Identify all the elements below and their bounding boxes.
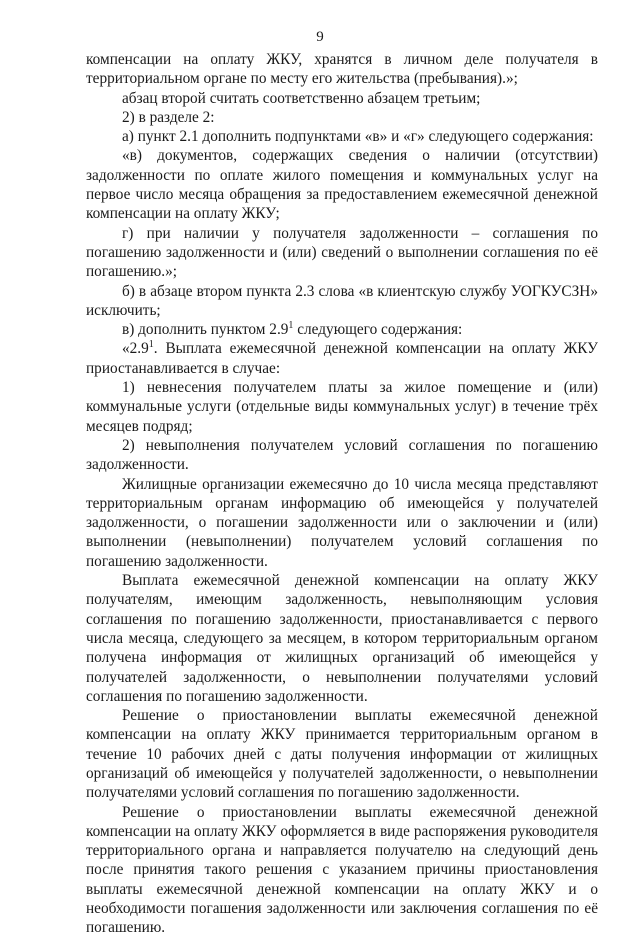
paragraph-text: «2.9 — [122, 340, 149, 358]
superscript: 1 — [148, 339, 154, 351]
paragraph-text: в) дополнить пунктом 2.9 — [122, 321, 289, 339]
paragraph: «в) документов, содержащих сведения о наличии (отсутствии) задолженности по оплате жилого помещения и коммунальных услуг на первое число месяца обращения за предоставлением ежемесячной денежной компенсации на оплату ЖКУ; — [86, 147, 598, 223]
paragraph — [86, 339, 598, 378]
paragraph: 2) невыполнения получателем условий соглашения по погашению задолженности. — [86, 436, 598, 474]
document-body — [86, 50, 598, 938]
paragraph: б) в абзаце втором пункта 2.3 слова «в клиентскую службу УОГКУСЗН» исключить; — [86, 282, 598, 319]
page-number: 9 — [316, 29, 324, 45]
paragraph: 2) в разделе 2: — [122, 108, 215, 126]
paragraph-text: следующего содержания: — [293, 321, 463, 339]
paragraph: г) при наличии у получателя задолженности – соглашения по погашению задолженности и (или) сведений о выполнении соглашения по её погашению.»; — [86, 224, 598, 281]
paragraph: 1) невнесения получателем платы за жилое помещение и (или) коммунальные услуги (отдельные виды коммунальных услуг) в течение трёх месяцев подряд; — [86, 379, 598, 435]
paragraph: Решение о приостановлении выплаты ежемесячной денежной компенсации на оплату ЖКУ принимается территориальным органом в течение 10 рабочих дней с даты получения информации от жилищных организаций об имеющейся у получателей задолженности, о невыполнении получателями условий соглашения по погашению задолженности. — [86, 707, 598, 802]
paragraph: Жилищные организации ежемесячно до 10 числа месяца представляют территориальным органам информацию об имеющейся у получателей задолженности, о погашении задолженности или о заключении и (или) выполнении (невыполнении) получателем условий соглашения по погашению задолженности. — [86, 475, 598, 570]
paragraph-text: . Выплата ежемесячной денежной компенсации на оплату ЖКУ приостанавливается в случае: — [86, 340, 598, 377]
paragraph: а) пункт 2.1 дополнить подпунктами «в» и «г» следующего содержания: — [122, 128, 594, 146]
paragraph: Выплата ежемесячной денежной компенсации на оплату ЖКУ получателям, имеющим задолженность, невыполняющим условия соглашения по погашению задолженности, приостанавливается с первого числа месяца, следующего за месяцем, в котором территориальным органом получена информация от жилищных организаций об имеющейся у получателей задолженности, о невыполнении получателями условий соглашения по погашению задолженности. — [86, 572, 598, 705]
paragraph: Решение о приостановлении выплаты ежемесячной денежной компенсации на оплату ЖКУ оформляется в виде распоряжения руководителя территориального органа и направляется получателю на следующий день после принятия такого решения с указанием причины приостановления выплаты ежемесячной денежной компенсации на оплату ЖКУ и о необходимости погашения задолженности или заключения соглашения по её погашению. — [86, 803, 598, 937]
paragraph — [86, 320, 598, 339]
paragraph-continuation: компенсации на оплату ЖКУ, хранятся в личном деле получателя в территориальном органе по месту его жительства (пребывания).»; — [86, 51, 598, 88]
superscript: 1 — [288, 320, 294, 332]
paragraph: абзац второй считать соответственно абзацем третьим; — [122, 89, 481, 107]
